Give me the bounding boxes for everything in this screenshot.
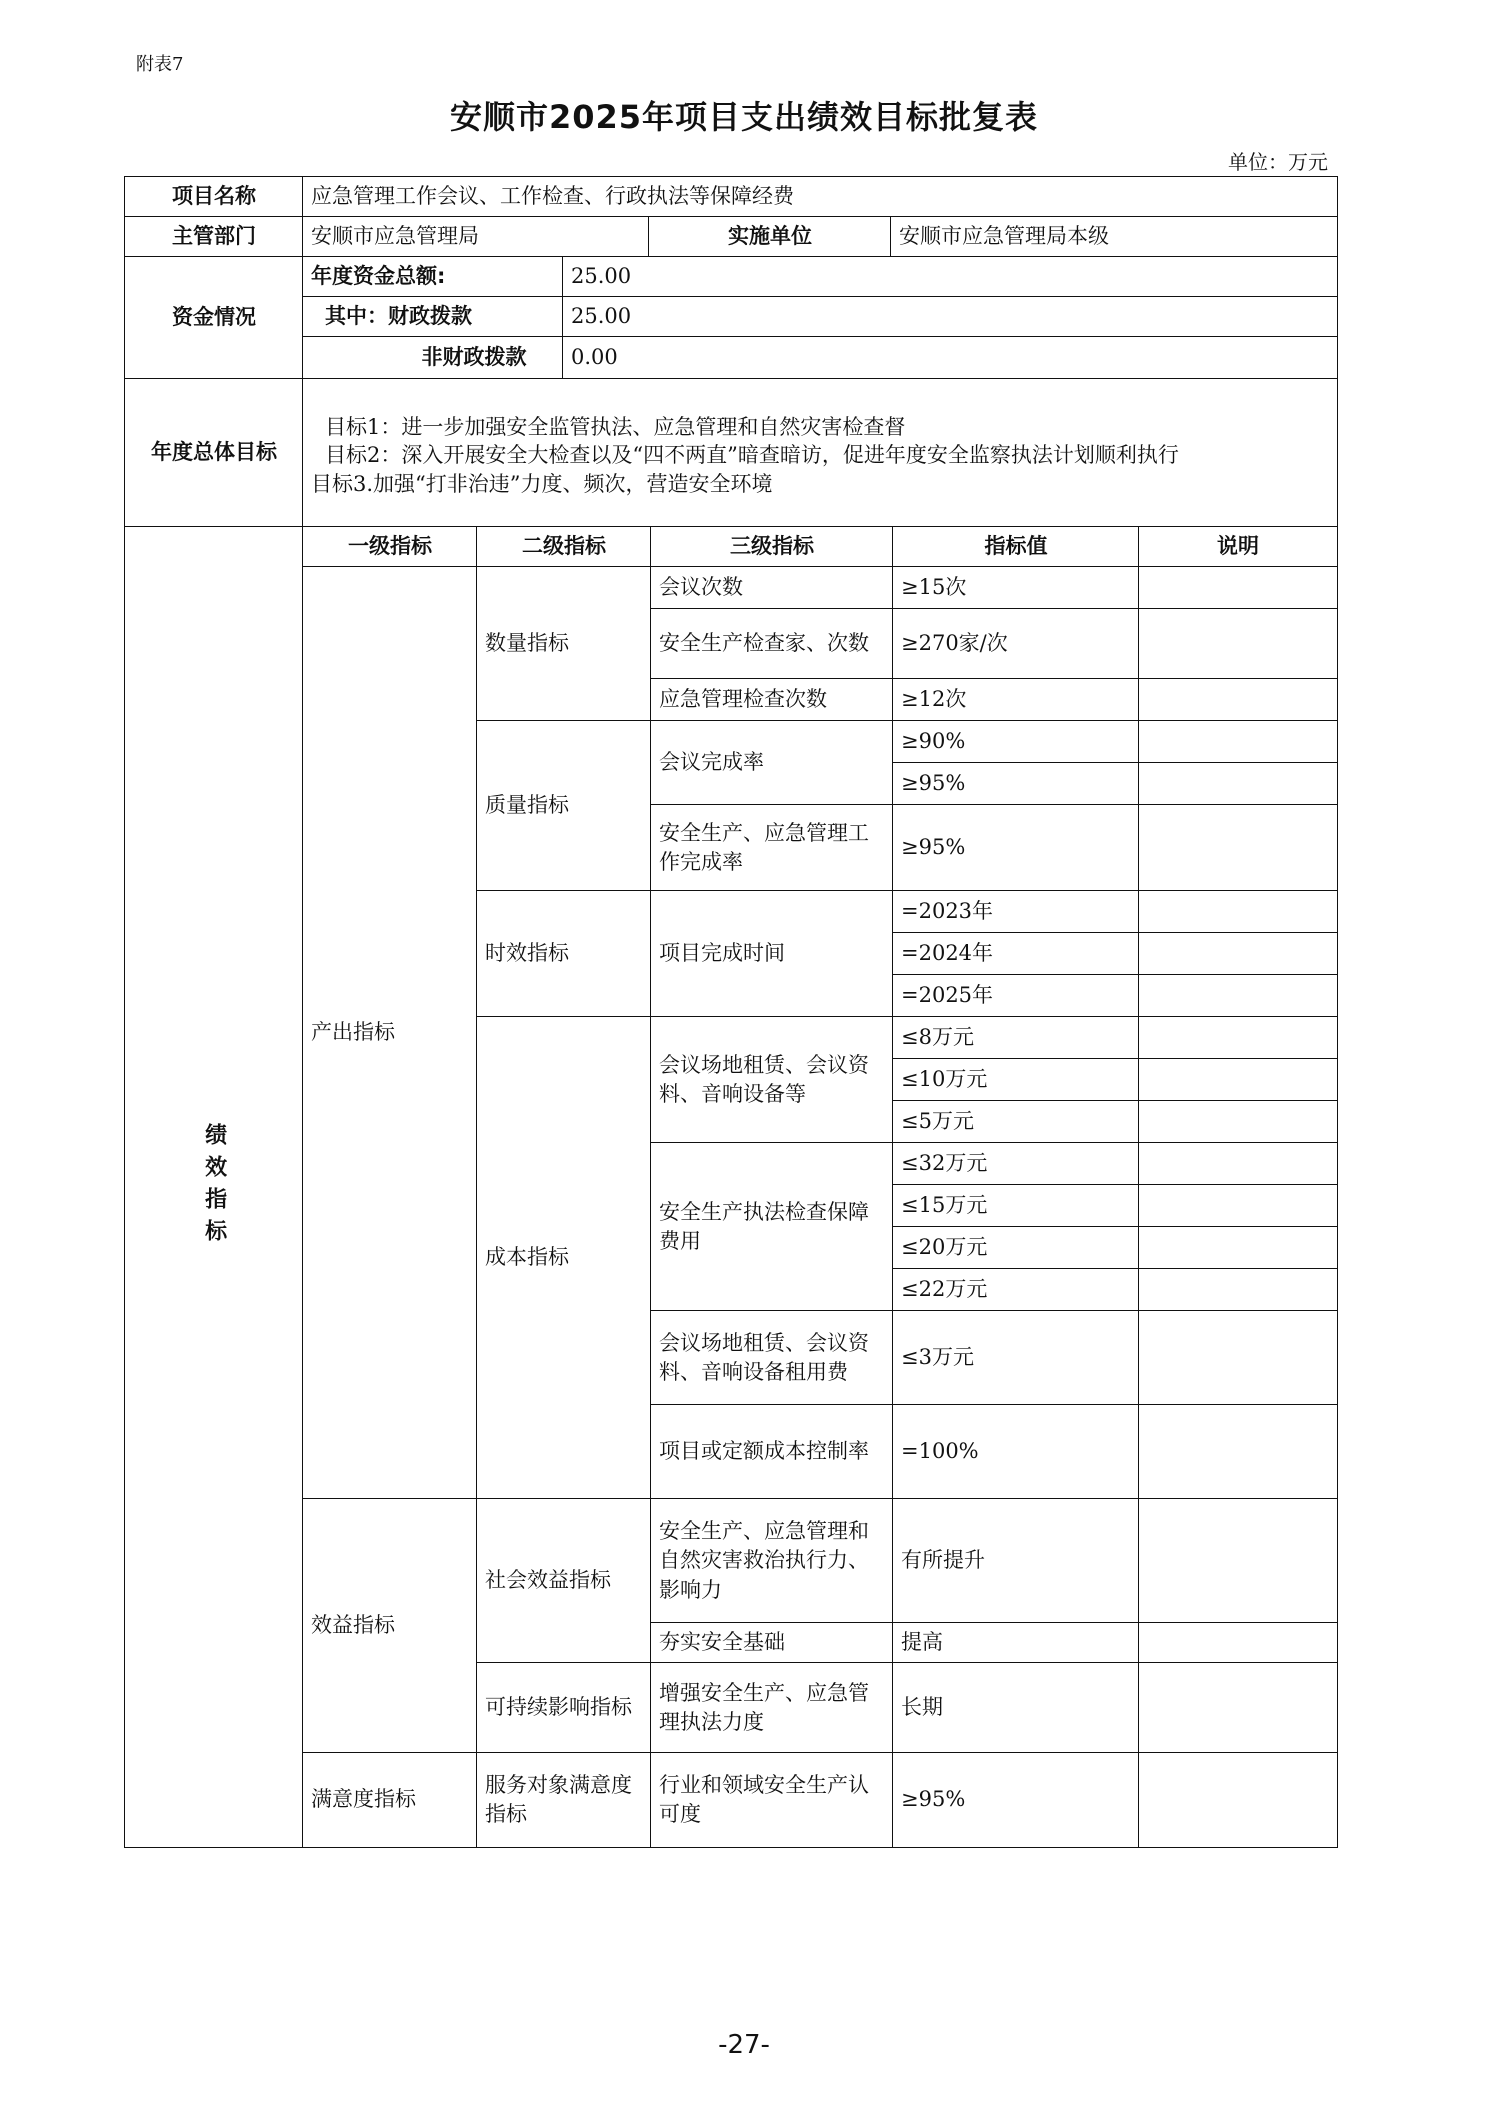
val-enf-1: ≤32万元 [892, 1142, 1140, 1186]
val-enf-4: ≤22万元 [892, 1268, 1140, 1312]
l3-finish-time: 项目完成时间 [650, 890, 894, 1018]
l3-enforcement-power: 增强安全生产、应急管理执法力度 [650, 1662, 894, 1754]
attachment-label: 附表7 [136, 54, 184, 75]
val-year-1: =2023年 [892, 890, 1140, 934]
l3-meetings: 会议次数 [650, 566, 894, 610]
l3-enforcement-cost: 安全生产执法检查保障费用 [650, 1142, 894, 1312]
val-year-2: =2024年 [892, 932, 1140, 976]
project-name-label: 项目名称 [124, 176, 304, 218]
level2-service: 服务对象满意度指标 [476, 1752, 652, 1848]
note-cell [1138, 678, 1338, 722]
val-capacity: 有所提升 [892, 1498, 1140, 1624]
page-number: -27- [718, 2030, 770, 2060]
val-venue-2: ≤10万元 [892, 1058, 1140, 1102]
val-meeting-rate-1: ≥90% [892, 720, 1140, 764]
val-work-rate: ≥95% [892, 804, 1140, 892]
level2-social: 社会效益指标 [476, 1498, 652, 1664]
impl-label: 实施单位 [648, 216, 892, 258]
val-emergency-checks: ≥12次 [892, 678, 1140, 722]
funds-total-value: 25.00 [562, 256, 1338, 298]
val-enforcement-power: 长期 [892, 1662, 1140, 1754]
val-enf-3: ≤20万元 [892, 1226, 1140, 1270]
l3-safety-checks: 安全生产检查家、次数 [650, 608, 894, 680]
project-name-value: 应急管理工作会议、工作检查、行政执法等保障经费 [302, 176, 1338, 218]
note-cell [1138, 974, 1338, 1018]
note-cell [1138, 1404, 1338, 1500]
note-cell [1138, 1058, 1338, 1102]
funds-nonfiscal-label: 非财政拨款 [302, 336, 564, 380]
indicators-section-text: 绩效指标 [201, 1123, 227, 1251]
level2-quality: 质量指标 [476, 720, 652, 892]
indicators-section-label [124, 526, 304, 1848]
l3-meeting-rate: 会议完成率 [650, 720, 894, 806]
dept-label: 主管部门 [124, 216, 304, 258]
val-meeting-rate-2: ≥95% [892, 762, 1140, 806]
val-venue-1: ≤8万元 [892, 1016, 1140, 1060]
level2-quantity: 数量指标 [476, 566, 652, 722]
header-level3: 三级指标 [650, 526, 894, 568]
funds-total-label: 年度资金总额: [302, 256, 564, 298]
l3-work-rate: 安全生产、应急管理工作完成率 [650, 804, 894, 892]
funds-fiscal-label: 其中：财政拨款 [302, 296, 564, 338]
page-title: 安顺市2025年项目支出绩效目标批复表 [449, 98, 1039, 136]
note-cell [1138, 566, 1338, 610]
note-cell [1138, 1016, 1338, 1060]
note-cell [1138, 1100, 1338, 1144]
note-cell [1138, 890, 1338, 934]
header-level2: 二级指标 [476, 526, 652, 568]
note-cell [1138, 804, 1338, 892]
l3-foundation: 夯实安全基础 [650, 1622, 894, 1664]
note-cell [1138, 1310, 1338, 1406]
l3-emergency-checks: 应急管理检查次数 [650, 678, 894, 722]
funds-label: 资金情况 [124, 256, 304, 380]
note-cell [1138, 932, 1338, 976]
header-level1: 一级指标 [302, 526, 478, 568]
level1-output: 产出指标 [302, 566, 478, 1500]
goal-2: 目标2：深入开展安全大检查以及“四不两直”暗查暗访，促进年度安全监察执法计划顺利执行 [325, 443, 1179, 468]
val-venue-rent: ≤3万元 [892, 1310, 1140, 1406]
note-cell [1138, 1498, 1338, 1624]
goals-content [302, 378, 1338, 528]
note-cell [1138, 608, 1338, 680]
note-cell [1138, 1622, 1338, 1664]
note-cell [1138, 1142, 1338, 1186]
goals-label: 年度总体目标 [124, 378, 304, 528]
note-cell [1138, 1752, 1338, 1848]
dept-value: 安顺市应急管理局 [302, 216, 650, 258]
l3-recognition: 行业和领域安全生产认可度 [650, 1752, 894, 1848]
note-cell [1138, 762, 1338, 806]
val-meetings: ≥15次 [892, 566, 1140, 610]
header-value: 指标值 [892, 526, 1140, 568]
funds-fiscal-value: 25.00 [562, 296, 1338, 338]
note-cell [1138, 1184, 1338, 1228]
level1-satisfaction: 满意度指标 [302, 1752, 478, 1848]
note-cell [1138, 1662, 1338, 1754]
unit-label: 单位：万元 [1228, 150, 1328, 174]
level2-sustainable: 可持续影响指标 [476, 1662, 652, 1754]
l3-venue-rent: 会议场地租赁、会议资料、音响设备租用费 [650, 1310, 894, 1406]
header-note: 说明 [1138, 526, 1338, 568]
l3-capacity: 安全生产、应急管理和自然灾害救治执行力、影响力 [650, 1498, 894, 1624]
level2-time: 时效指标 [476, 890, 652, 1018]
val-foundation: 提高 [892, 1622, 1140, 1664]
val-venue-3: ≤5万元 [892, 1100, 1140, 1144]
funds-nonfiscal-value: 0.00 [562, 336, 1338, 380]
goal-3: 目标3.加强“打非治违”力度、频次，营造安全环境 [311, 471, 773, 496]
note-cell [1138, 1268, 1338, 1312]
val-recognition: ≥95% [892, 1752, 1140, 1848]
val-cost-control: =100% [892, 1404, 1140, 1500]
val-enf-2: ≤15万元 [892, 1184, 1140, 1228]
impl-value: 安顺市应急管理局本级 [890, 216, 1338, 258]
performance-table [124, 176, 1338, 1848]
note-cell [1138, 1226, 1338, 1270]
val-safety-checks: ≥270家/次 [892, 608, 1140, 680]
note-cell [1138, 720, 1338, 764]
l3-cost-control: 项目或定额成本控制率 [650, 1404, 894, 1500]
level1-benefit: 效益指标 [302, 1498, 478, 1754]
level2-cost: 成本指标 [476, 1016, 652, 1500]
val-year-3: =2025年 [892, 974, 1140, 1018]
l3-venue-cost: 会议场地租赁、会议资料、音响设备等 [650, 1016, 894, 1144]
goal-1: 目标1：进一步加强安全监管执法、应急管理和自然灾害检查督 [325, 415, 906, 439]
